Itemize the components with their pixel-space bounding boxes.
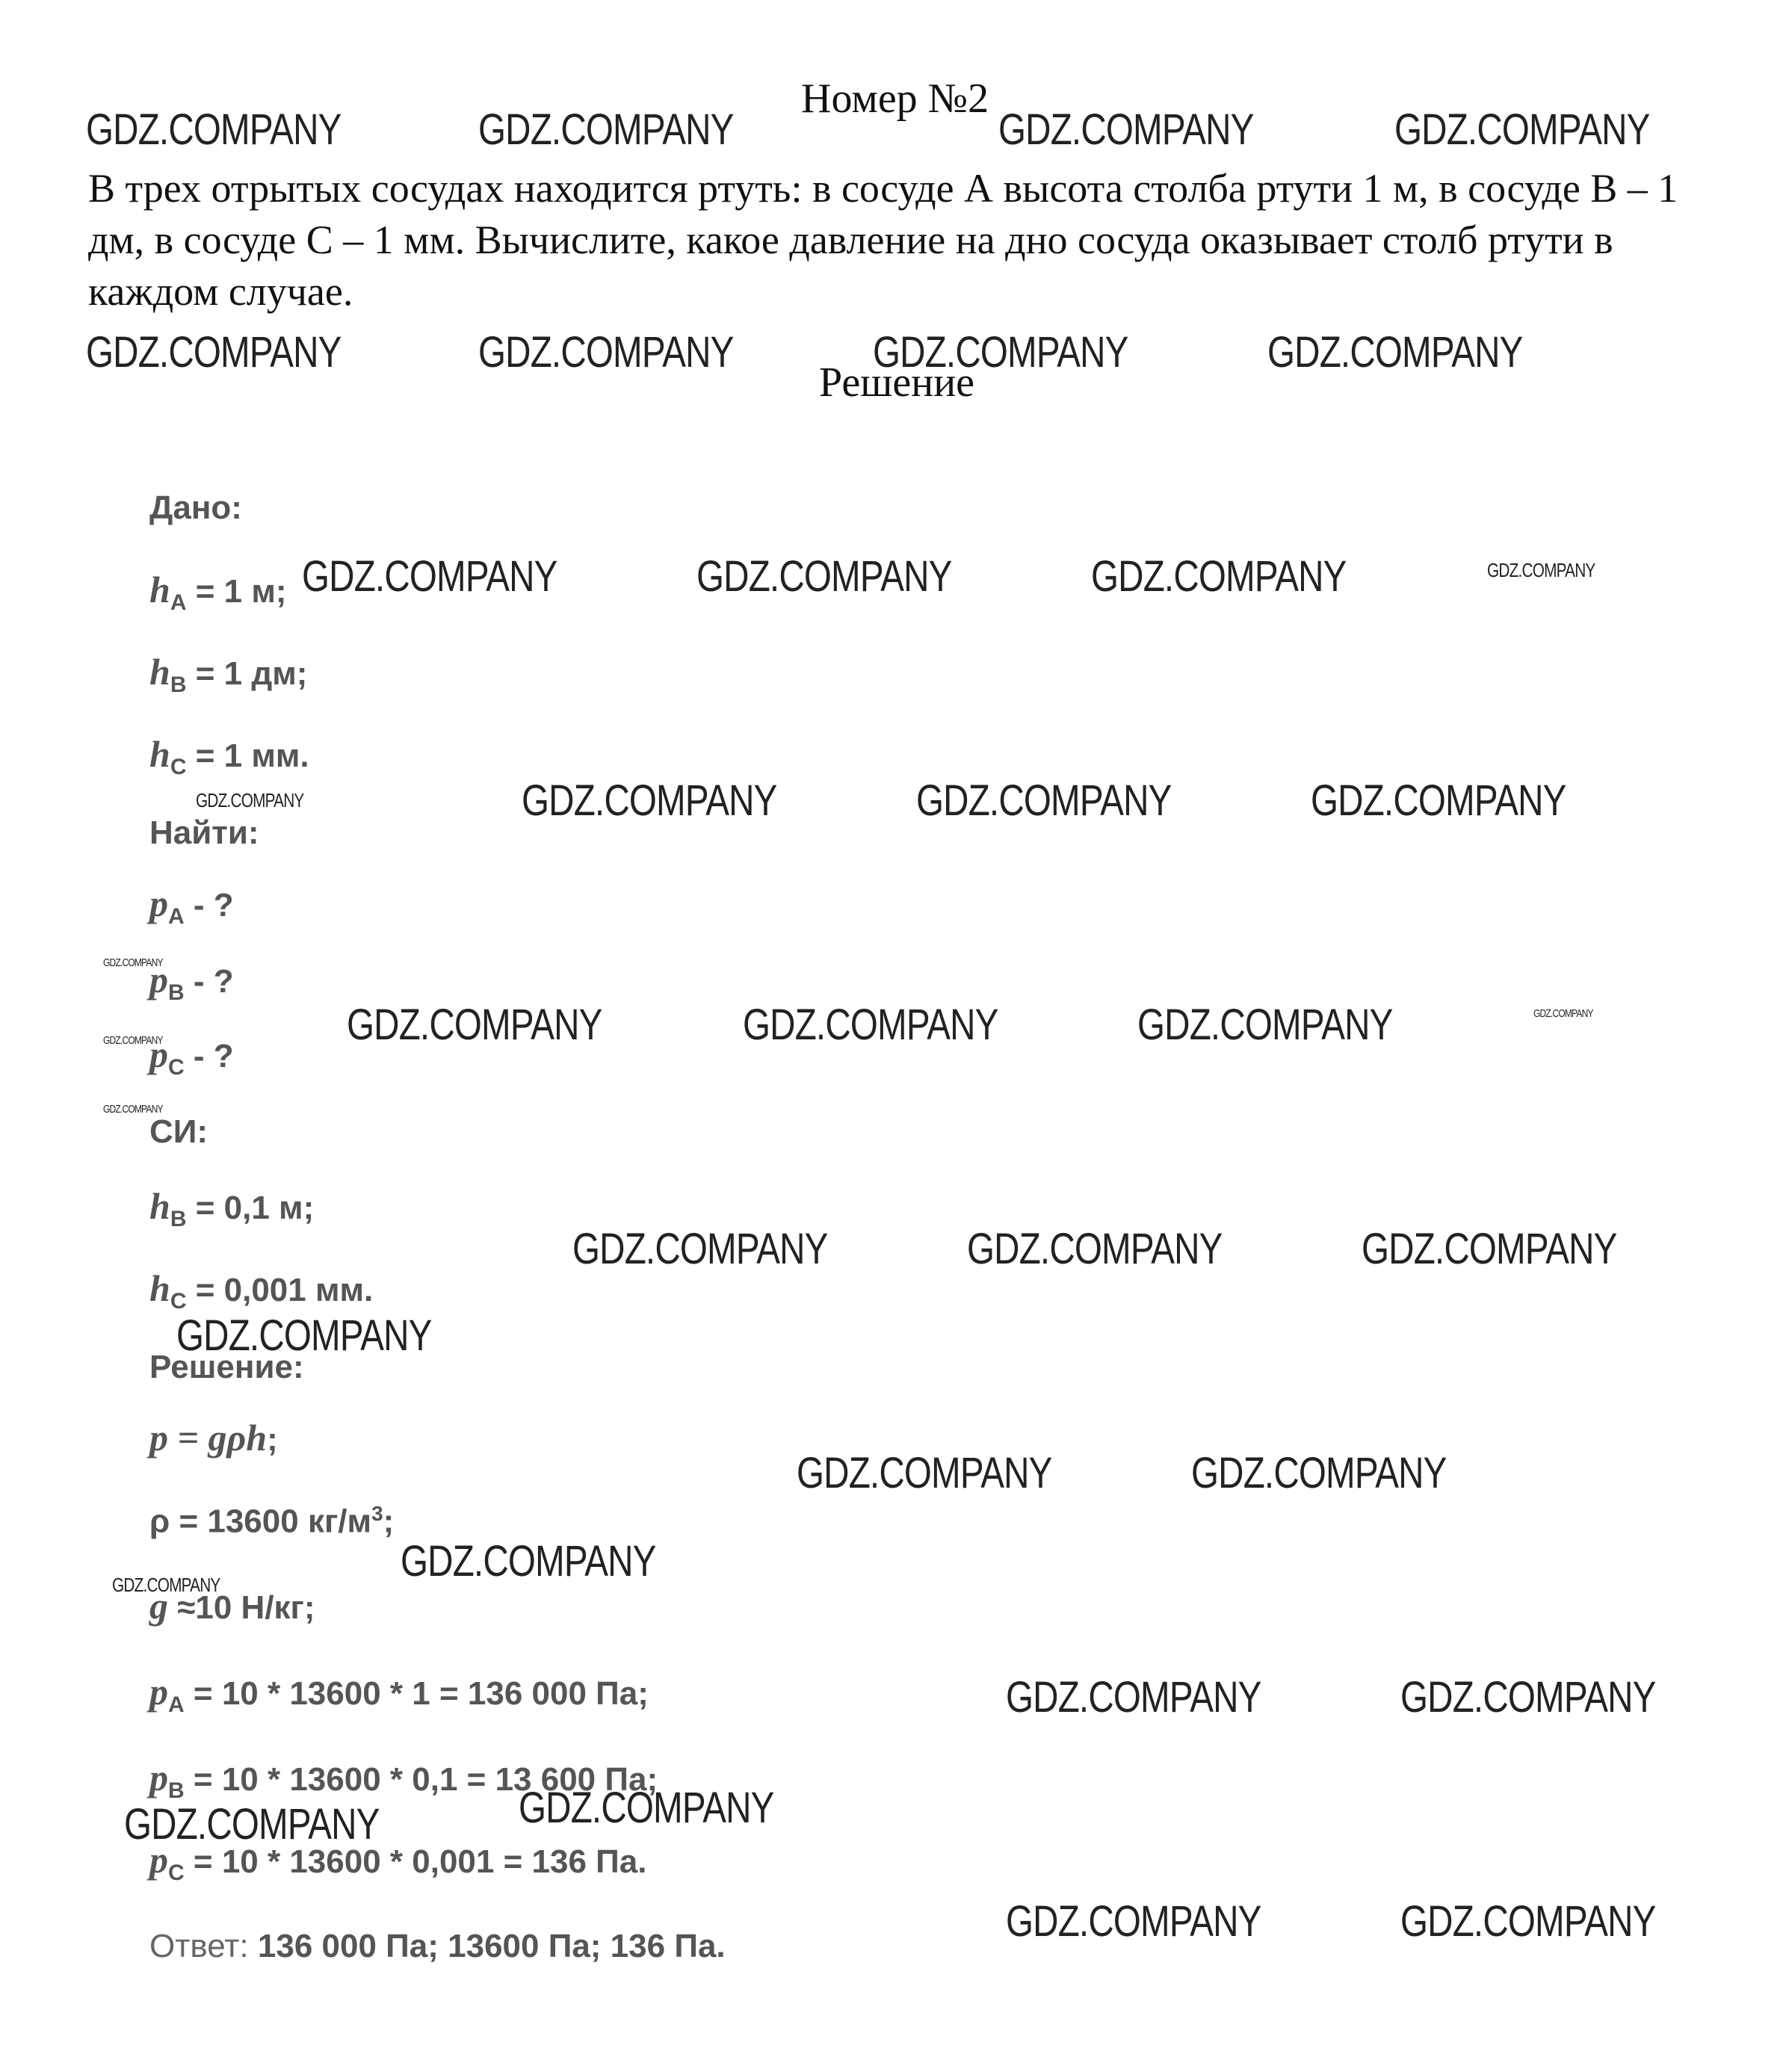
watermark: GDZ.COMPANY xyxy=(478,328,734,377)
si-hC: $h_С = 0,001$ мм. xyxy=(149,1267,374,1314)
watermark: GDZ.COMPANY xyxy=(1091,552,1347,601)
calc-pB: $p_B = 10 * 13600 * 0,1 = 13$ 600 Па; xyxy=(149,1757,658,1803)
watermark: GDZ.COMPANY xyxy=(196,789,304,811)
solution-heading: Решение xyxy=(819,359,975,406)
watermark: GDZ.COMPANY xyxy=(696,552,952,601)
watermark: GDZ.COMPANY xyxy=(519,1784,774,1832)
given-hB: $h_B = 1$ дм; xyxy=(149,651,308,697)
watermark: GDZ.COMPANY xyxy=(1137,1001,1393,1049)
watermark: GDZ.COMPANY xyxy=(967,1225,1223,1273)
watermark: GDZ.COMPANY xyxy=(1311,776,1566,825)
solution-label: Решение: xyxy=(149,1349,304,1385)
watermark: GDZ.COMPANY xyxy=(478,105,734,154)
answer: Ответ: 136 000 Па; 13600 Па; 136 Па. xyxy=(149,1928,726,1964)
calc-pC: $p_C = 10 * 13600 * 0,001 = 136$ Па. xyxy=(149,1839,647,1885)
watermark: GDZ.COMPANY xyxy=(103,1034,163,1047)
watermark: GDZ.COMPANY xyxy=(1191,1449,1447,1497)
watermark: GDZ.COMPANY xyxy=(1400,1897,1656,1946)
watermark: GDZ.COMPANY xyxy=(1267,328,1523,377)
watermark: GDZ.COMPANY xyxy=(176,1311,432,1360)
watermark: GDZ.COMPANY xyxy=(916,776,1172,825)
si-hB: $h_B = 0,1$ м; xyxy=(149,1185,315,1231)
calc-pA: $p_А = 10 * 13600 * 1 = 136$ 000 Па; xyxy=(149,1671,649,1717)
given-hC: $h_С = 1$ мм. xyxy=(149,733,309,779)
watermark: GDZ.COMPANY xyxy=(998,105,1254,154)
watermark: GDZ.COMPANY xyxy=(103,956,163,969)
given-label: Дано: xyxy=(149,489,242,526)
rho-value: ρ = 13600 $кг/м^3$; xyxy=(149,1502,395,1540)
watermark: GDZ.COMPANY xyxy=(103,1103,163,1116)
watermark: GDZ.COMPANY xyxy=(1487,559,1595,581)
watermark: GDZ.COMPANY xyxy=(1006,1673,1261,1722)
watermark: GDZ.COMPANY xyxy=(1400,1673,1656,1722)
watermark: GDZ.COMPANY xyxy=(522,776,777,825)
watermark: GDZ.COMPANY xyxy=(1006,1897,1261,1946)
find-pB: $p_B$ - ? xyxy=(149,959,234,1005)
watermark: GDZ.COMPANY xyxy=(86,105,342,154)
watermark: GDZ.COMPANY xyxy=(112,1574,220,1596)
find-pC: $p_C$ - ? xyxy=(149,1033,234,1080)
g-value: g ≈10 Н/кг; xyxy=(149,1585,315,1627)
watermark: GDZ.COMPANY xyxy=(1362,1225,1617,1273)
given-hA: $h_А = 1$ м; xyxy=(149,569,287,615)
watermark: GDZ.COMPANY xyxy=(302,552,557,601)
watermark: GDZ.COMPANY xyxy=(572,1225,828,1273)
find-label: Найти: xyxy=(149,814,259,851)
watermark: GDZ.COMPANY xyxy=(124,1800,380,1849)
si-label: СИ: xyxy=(149,1113,208,1150)
watermark: GDZ.COMPANY xyxy=(797,1449,1052,1497)
find-pA: $p_А$ - ? xyxy=(149,882,234,929)
watermark: GDZ.COMPANY xyxy=(1533,1007,1593,1020)
watermark: GDZ.COMPANY xyxy=(1394,105,1650,154)
watermark: GDZ.COMPANY xyxy=(86,328,342,377)
task-text: В трех отрытых сосудах находится ртуть: в сосуде А высота столба ртути 1 м, в сосуде В – 1 дм, в сосуде С – 1 мм. Вычислите, какое давление на дно сосуда оказывает столб ртути в каждом случае. xyxy=(88,166,1678,314)
watermark: GDZ.COMPANY xyxy=(401,1537,656,1586)
watermark: GDZ.COMPANY xyxy=(743,1001,998,1049)
watermark: GDZ.COMPANY xyxy=(347,1001,602,1049)
watermark: GDZ.COMPANY xyxy=(873,328,1128,377)
page-title: Номер №2 xyxy=(801,75,989,122)
formula: p = gρh; xyxy=(149,1417,278,1459)
